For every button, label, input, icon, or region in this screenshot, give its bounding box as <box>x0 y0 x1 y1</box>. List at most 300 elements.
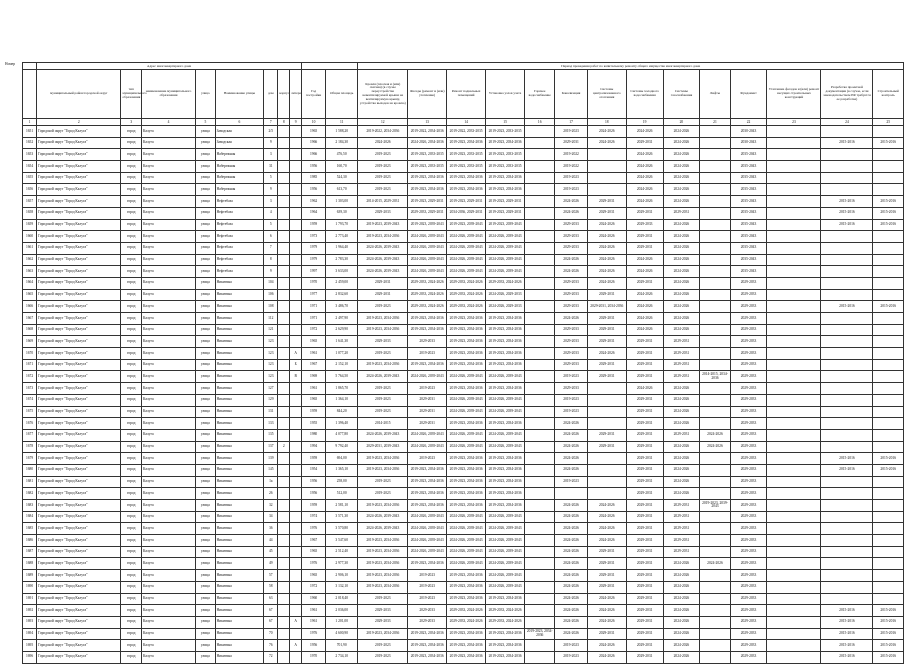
table-cell <box>821 511 873 523</box>
table-cell: 1 364,10 <box>325 394 357 406</box>
table-cell <box>525 476 555 488</box>
table-cell: 1965 <box>302 546 326 558</box>
table-cell: 7 <box>264 242 278 254</box>
table-cell <box>290 301 302 313</box>
table-cell <box>525 488 555 500</box>
table-cell: Калуга <box>142 476 196 488</box>
table-cell: 2029-2031 <box>358 277 408 289</box>
table-cell: 2029-2031 <box>587 570 626 582</box>
table-cell: 2029-2031 <box>663 207 700 219</box>
table-cell: 1961 <box>302 616 326 628</box>
table-cell: 2024-2026 <box>663 605 700 617</box>
table-cell: 2029-2031 <box>587 324 626 336</box>
table-cell: Никитина <box>215 441 264 453</box>
table-cell <box>278 429 290 441</box>
table-cell: 2024-2026 <box>555 464 587 476</box>
table-cell: 2024-2026 <box>663 651 700 663</box>
table-cell: 2024-2026 <box>555 511 587 523</box>
table-cell <box>278 640 290 652</box>
row-number: 1653 <box>23 149 37 161</box>
table-cell: 2015-2016 <box>873 219 904 231</box>
table-cell: 2035-2043 <box>730 219 767 231</box>
table-cell <box>525 277 555 289</box>
row-number: 1671 <box>23 359 37 371</box>
column-number: 11 <box>325 119 357 126</box>
table-cell: 2024-2026 <box>663 184 700 196</box>
table-cell: 2024-2026 <box>555 196 587 208</box>
table-cell: 2 <box>278 441 290 453</box>
table-cell: 1974 <box>302 511 326 523</box>
table-row <box>23 137 904 149</box>
table-cell: Заводская <box>215 126 264 138</box>
table-cell: 67 <box>264 616 278 628</box>
table-cell: город <box>121 266 142 278</box>
column-header: дом <box>264 70 278 119</box>
table-cell: улица <box>196 616 215 628</box>
table-cell: 2015-2016 <box>821 196 873 208</box>
row-number: 1654 <box>23 161 37 173</box>
row-number: 1689 <box>23 570 37 582</box>
table-cell <box>700 313 730 325</box>
column-number: 1 <box>23 119 37 126</box>
table-cell: город <box>121 254 142 266</box>
table-cell: 2019-2023 <box>358 593 408 605</box>
table-cell: 2029-2033 <box>358 207 408 219</box>
table-cell: 1954 <box>302 464 326 476</box>
table-cell <box>525 406 555 418</box>
table-cell <box>767 546 821 558</box>
table-cell <box>525 651 555 663</box>
table-cell <box>821 535 873 547</box>
table-cell <box>700 336 730 348</box>
table-cell <box>821 371 873 383</box>
table-cell <box>873 184 904 196</box>
table-cell <box>278 348 290 360</box>
table-cell <box>821 289 873 301</box>
table-cell <box>767 231 821 243</box>
table-cell: 1965 <box>302 570 326 582</box>
table-cell: 2035-2043 <box>730 231 767 243</box>
table-cell: Городской округ "Город Калуга" <box>37 651 121 663</box>
table-cell <box>278 581 290 593</box>
table-cell: 2015-2016 <box>873 207 904 219</box>
table-row <box>23 441 904 453</box>
table-cell: город <box>121 511 142 523</box>
column-header: Системы централизованного отопления <box>587 70 626 119</box>
table-cell: 2029-2033 <box>730 511 767 523</box>
table-cell: 26 <box>264 488 278 500</box>
row-number: 1663 <box>23 266 37 278</box>
column-number: 23 <box>767 119 821 126</box>
table-cell: 2029-2031 <box>587 313 626 325</box>
table-cell: Калуга <box>142 383 196 395</box>
table-cell: 2019-2023, 2034-2036 <box>486 500 525 512</box>
table-cell: 2024-2026 <box>587 500 626 512</box>
table-cell: 2029-2031 <box>626 616 663 628</box>
table-cell: 2019-2023, 2033-2035 <box>486 126 525 138</box>
table-cell <box>700 628 730 640</box>
table-cell <box>278 500 290 512</box>
table-row <box>23 546 904 558</box>
table-cell: 1956 <box>302 161 326 173</box>
table-cell: 2019-2023, 2034-2036 <box>447 581 486 593</box>
table-cell: 2024-2026, 2039-2043 <box>486 231 525 243</box>
table-cell: 2029-2031 <box>408 406 447 418</box>
table-cell: город <box>121 172 142 184</box>
table-cell: Калуга <box>142 336 196 348</box>
table-cell: 123 <box>264 336 278 348</box>
table-cell: улица <box>196 277 215 289</box>
table-cell <box>767 523 821 535</box>
table-cell: 2029-2033 <box>555 348 587 360</box>
table-cell: Калуга <box>142 371 196 383</box>
table-cell: 2015-2016 <box>821 207 873 219</box>
table-cell: улица <box>196 394 215 406</box>
table-cell: 2019-2023, 2034-2036 <box>408 628 447 640</box>
table-cell: 2024-2026, 2039-2043 <box>486 570 525 582</box>
table-cell: 76 <box>264 640 278 652</box>
table-cell <box>587 184 626 196</box>
table-cell: город <box>121 441 142 453</box>
table-cell: 2029-2031 <box>626 406 663 418</box>
row-number: 1666 <box>23 301 37 313</box>
table-cell <box>278 616 290 628</box>
table-cell: 2035-2043 <box>730 184 767 196</box>
table-cell: 2019-2023, 2034-2036 <box>358 453 408 465</box>
table-cell: 2024-2026 <box>663 383 700 395</box>
table-cell: 2019-2023, 2034-2036 <box>447 651 486 663</box>
table-cell <box>525 184 555 196</box>
table-cell: 2019-2023, 2034-2036 <box>408 640 447 652</box>
table-cell: 2024-2026, 2039-2043 <box>358 371 408 383</box>
table-cell: 2019-2023 <box>555 406 587 418</box>
table-cell <box>278 546 290 558</box>
table-cell: 1994 <box>302 441 326 453</box>
table-cell <box>873 149 904 161</box>
table-cell <box>873 511 904 523</box>
row-number: 1696 <box>23 651 37 663</box>
table-cell <box>525 219 555 231</box>
table-cell: Никитина <box>215 488 264 500</box>
table-cell: 2029-2033 <box>555 231 587 243</box>
table-cell: 8 <box>264 254 278 266</box>
table-row <box>23 651 904 663</box>
table-cell: улица <box>196 383 215 395</box>
table-cell: 2019-2023, 2033-2035 <box>447 149 486 161</box>
table-cell <box>290 383 302 395</box>
table-cell: Городской округ "Город Калуга" <box>37 371 121 383</box>
table-cell <box>290 546 302 558</box>
table-cell <box>767 196 821 208</box>
table-cell: 2029-2033 <box>408 616 447 628</box>
table-cell: 2024-2026 <box>663 593 700 605</box>
table-cell <box>767 149 821 161</box>
table-cell: 2024-2026 <box>663 289 700 301</box>
column-number: 25 <box>873 119 904 126</box>
table-cell: 137 <box>264 441 278 453</box>
table-cell: 2029-2033, 2024-2026 <box>408 289 447 301</box>
table-cell <box>587 453 626 465</box>
table-cell: 2 036,00 <box>325 605 357 617</box>
table-cell: 2029-2033 <box>555 242 587 254</box>
table-cell: 2015-2016 <box>821 219 873 231</box>
table-cell: 2029-2033 <box>730 593 767 605</box>
table-cell <box>873 371 904 383</box>
table-cell: 3 <box>264 149 278 161</box>
table-cell <box>290 184 302 196</box>
table-cell <box>873 383 904 395</box>
row-number: 1680 <box>23 464 37 476</box>
table-cell: улица <box>196 628 215 640</box>
table-cell: 2019-2023, 2034-2036 <box>486 137 525 149</box>
table-cell: 2024-2026, 2039-2043 <box>486 441 525 453</box>
column-header: улица <box>196 70 215 119</box>
table-cell <box>278 488 290 500</box>
table-cell <box>525 126 555 138</box>
table-cell: 2029-2031 <box>408 418 447 430</box>
table-cell: 2029-2031 <box>663 546 700 558</box>
table-cell: улица <box>196 266 215 278</box>
table-cell <box>821 394 873 406</box>
table-cell <box>278 324 290 336</box>
table-cell: Нефтебаза <box>215 231 264 243</box>
table-cell: город <box>121 359 142 371</box>
table-cell: 2019-2023 <box>358 640 408 652</box>
table-cell <box>767 184 821 196</box>
table-cell: город <box>121 535 142 547</box>
table-cell: 2029-2031 <box>587 429 626 441</box>
table-cell: 2019-2023 <box>358 394 408 406</box>
table-cell <box>873 254 904 266</box>
table-cell: Калуга <box>142 184 196 196</box>
table-cell <box>821 161 873 173</box>
table-cell <box>821 313 873 325</box>
table-cell: Никитина <box>215 277 264 289</box>
table-cell <box>873 441 904 453</box>
table-cell: Городской округ "Город Калуга" <box>37 184 121 196</box>
table-cell <box>821 546 873 558</box>
table-cell: Калуга <box>142 406 196 418</box>
column-header: Утепление фасадов и (или) ремонт несущих строительных конструкций <box>767 70 821 119</box>
table-cell: 2019-2023 <box>408 570 447 582</box>
table-cell <box>767 651 821 663</box>
table-cell: 104 <box>264 277 278 289</box>
table-cell <box>290 406 302 418</box>
table-cell <box>873 289 904 301</box>
table-cell <box>700 593 730 605</box>
table-cell: Городской округ "Город Калуга" <box>37 464 121 476</box>
table-cell <box>767 616 821 628</box>
column-header: Горячее водоснабжение <box>525 70 555 119</box>
table-cell: 2024-2026 <box>587 348 626 360</box>
table-cell: 58 <box>264 581 278 593</box>
table-cell: 2024-2026 <box>587 616 626 628</box>
table-cell: 2029-2033 <box>555 324 587 336</box>
table-cell: 2019-2023, 2034-2036 <box>486 418 525 430</box>
table-cell: 2019-2023, 2034-2036 <box>358 628 408 640</box>
table-cell: 2029-2033 <box>730 348 767 360</box>
column-number: 12 <box>358 119 408 126</box>
table-cell: 1959 <box>302 219 326 231</box>
table-cell: город <box>121 546 142 558</box>
table-cell: 2029-2033 <box>358 616 408 628</box>
column-header: Общая площадь <box>325 70 357 119</box>
table-cell: 2019-2023 <box>408 593 447 605</box>
table-cell: город <box>121 581 142 593</box>
table-cell: 2019-2023, 2034-2036 <box>358 464 408 476</box>
table-cell: 2029-2033 <box>555 219 587 231</box>
table-cell: 9 <box>264 184 278 196</box>
table-cell: 2024-2026 <box>626 324 663 336</box>
table-cell: 3 633,00 <box>325 266 357 278</box>
table-cell: 2024-2026 <box>663 581 700 593</box>
table-cell: Калуга <box>142 429 196 441</box>
table-cell: 123 <box>264 348 278 360</box>
table-cell: Калуга <box>142 126 196 138</box>
row-number: 1678 <box>23 441 37 453</box>
table-cell: 2024-2026, 2039-2043 <box>486 254 525 266</box>
table-row <box>23 231 904 243</box>
table-cell: 2019-2023 <box>358 161 408 173</box>
table-cell: 1970 <box>302 651 326 663</box>
table-cell: 2029-2031 <box>663 348 700 360</box>
table-cell: город <box>121 464 142 476</box>
table-cell: 2029-2033 <box>730 535 767 547</box>
table-cell <box>700 196 730 208</box>
table-cell: 2024-2026, 2029-2033 <box>486 301 525 313</box>
table-cell <box>873 581 904 593</box>
table-cell: 2024-2026, 2039-2043 <box>358 254 408 266</box>
table-cell <box>873 126 904 138</box>
table-cell: улица <box>196 464 215 476</box>
table-cell: Калуга <box>142 394 196 406</box>
table-cell: 2019-2023, 2034-2036 <box>447 500 486 512</box>
table-cell: 2024-2026 <box>663 406 700 418</box>
table-cell <box>873 266 904 278</box>
table-cell <box>290 266 302 278</box>
table-cell: 2019-2023, 2034-2036 <box>408 184 447 196</box>
table-cell: 2024-2026 <box>663 137 700 149</box>
table-cell: 5 <box>264 219 278 231</box>
table-cell <box>767 137 821 149</box>
table-cell: 2019-2023, 2029-2031 <box>486 207 525 219</box>
table-cell: улица <box>196 219 215 231</box>
table-cell <box>767 266 821 278</box>
table-cell: 2029-2031 <box>663 336 700 348</box>
table-cell: Никитина <box>215 336 264 348</box>
table-cell: 2029-2033 <box>730 640 767 652</box>
column-header: Системы холодного водоснабжения <box>626 70 663 119</box>
table-row <box>23 535 904 547</box>
table-cell: улица <box>196 546 215 558</box>
table-cell: Городской округ "Город Калуга" <box>37 383 121 395</box>
table-row <box>23 476 904 488</box>
table-cell: 2029-2031 <box>626 348 663 360</box>
table-cell <box>821 418 873 430</box>
table-cell <box>821 523 873 535</box>
table-cell: 1956 <box>302 488 326 500</box>
table-cell <box>700 383 730 395</box>
table-cell: Калуга <box>142 523 196 535</box>
table-cell: 2029-2031 <box>626 441 663 453</box>
table-row <box>23 558 904 570</box>
table-cell <box>767 441 821 453</box>
table-cell <box>700 453 730 465</box>
table-cell: Никитина <box>215 511 264 523</box>
table-cell: 2029-2033 <box>358 605 408 617</box>
table-cell: 9 <box>264 137 278 149</box>
table-cell: 2029-2033 <box>730 464 767 476</box>
table-cell: 70 <box>264 628 278 640</box>
table-cell: Калуга <box>142 324 196 336</box>
table-cell: 2019-2023, 2034-2036 <box>447 640 486 652</box>
table-cell: город <box>121 628 142 640</box>
table-cell <box>873 277 904 289</box>
table-cell: 2029-2031 <box>663 511 700 523</box>
table-cell <box>873 172 904 184</box>
table-cell <box>525 348 555 360</box>
table-cell <box>290 172 302 184</box>
table-cell: 2019-2023, 2034-2036 <box>447 336 486 348</box>
table-cell: улица <box>196 161 215 173</box>
table-cell: 2015-2016 <box>873 640 904 652</box>
table-cell <box>290 336 302 348</box>
table-cell: 2014-2015, 2034-2036 <box>700 371 730 383</box>
table-cell: Калуга <box>142 488 196 500</box>
table-cell: 2029-2031 <box>626 137 663 149</box>
table-cell: 2019-2023, 2034-2036 <box>358 546 408 558</box>
table-cell <box>700 149 730 161</box>
column-number: 6 <box>215 119 264 126</box>
table-cell: Калуга <box>142 277 196 289</box>
table-cell: город <box>121 301 142 313</box>
table-cell: улица <box>196 488 215 500</box>
table-cell <box>767 429 821 441</box>
table-cell <box>555 488 587 500</box>
table-cell: Городской округ "Город Калуга" <box>37 453 121 465</box>
table-cell: 2019-2023, 2034-2036 <box>408 500 447 512</box>
table-cell: 2019-2023, 2034-2036 <box>486 172 525 184</box>
table-cell <box>700 523 730 535</box>
table-cell: улица <box>196 324 215 336</box>
table-cell <box>278 535 290 547</box>
table-cell <box>821 324 873 336</box>
column-number: 3 <box>121 119 142 126</box>
table-cell: 2024-2026, 2039-2043 <box>486 394 525 406</box>
table-row <box>23 511 904 523</box>
table-cell: Калуга <box>142 207 196 219</box>
table-cell <box>873 161 904 173</box>
table-cell: 2024-2026, 2039-2043 <box>408 511 447 523</box>
table-cell: 2019-2023, 2034-2036 <box>447 570 486 582</box>
table-cell <box>290 137 302 149</box>
table-cell: 1969 <box>302 371 326 383</box>
table-cell: Калуга <box>142 546 196 558</box>
table-cell: Калуга <box>142 464 196 476</box>
table-cell: 2019-2023, 2034-2036 <box>447 324 486 336</box>
table-cell <box>290 289 302 301</box>
table-cell: 2024-2026, 2039-2043 <box>447 266 486 278</box>
table-cell <box>821 336 873 348</box>
table-cell: Городской округ "Город Калуга" <box>37 242 121 254</box>
table-cell <box>290 254 302 266</box>
table-cell <box>290 277 302 289</box>
table-cell <box>290 231 302 243</box>
table-cell <box>767 301 821 313</box>
table-cell <box>700 254 730 266</box>
table-cell: 2024-2026 <box>555 418 587 430</box>
table-cell <box>873 535 904 547</box>
